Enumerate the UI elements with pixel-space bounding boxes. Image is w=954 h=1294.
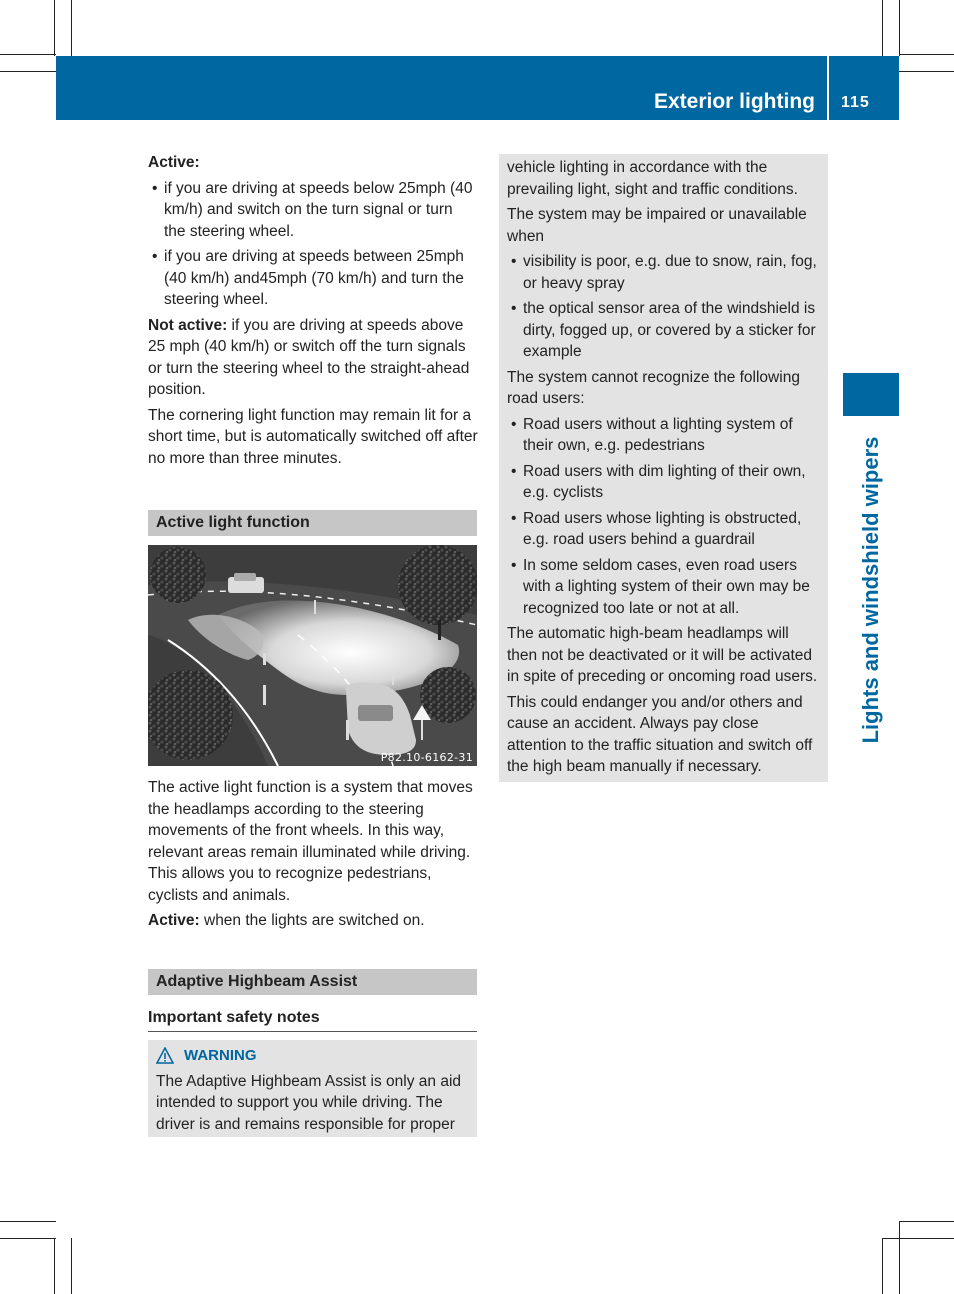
cornering-paragraph: The cornering light function may remain lit for a short time, but is automatically switched off after no more than three minutes. [148,406,478,467]
impaired-intro: The system may be impaired or unavailable when [507,206,807,245]
list-item: • Road users with dim lighting of their own, e.g. cyclists [507,461,820,504]
active-label: Active: [148,912,200,929]
active-light-paragraph: The active light function is a system that moves the headlamps according to the steering movements of the front wheels. In this way, relevant areas remain illuminated while driving. This allows you to recognize pedestrians, cyclists and animals. [148,779,473,904]
not-active-label: Not active: [148,316,228,334]
cannot-recognize-intro: The system cannot recognize the following road users: [507,368,800,407]
active-light-illustration [148,545,477,766]
page-header [56,56,899,120]
warning-label: WARNING [184,1047,257,1064]
list-item: • Road users without a lighting system of their own, e.g. pedestrians [507,414,820,457]
impaired-conditions-list [507,251,820,363]
warning-continuation: vehicle lighting in accordance with the prevailing light, sight and traffic conditions. [507,159,798,198]
list-item: • In some seldom cases, even road users with a lighting system of their own may be recognized too late or not at all. [507,555,820,620]
active-light-active-text: when the lights are switched on. [199,912,425,929]
chapter-section-title: Exterior lighting [653,90,815,113]
active-light-active-paragraph [148,910,478,932]
list-item: • if you are driving at speeds below 25mph (40 km/h) and switch on the turn signal or turn the steering wheel. [148,178,478,243]
chapter-tab [843,373,899,416]
warning-box [148,1040,477,1137]
list-item: • if you are driving at speeds between 25mph (40 km/h) and45mph (70 km/h) and turn the steering wheel. [148,246,478,311]
active-label: Active: [148,154,200,171]
list-item: • Road users whose lighting is obstructed, e.g. road users behind a guardrail [507,508,820,551]
figure-reference-code: P82.10-6162-31 [380,751,473,764]
warning-header [156,1045,469,1067]
active-light-description [148,777,478,936]
road-scene-illustration [148,545,477,766]
list-item: • visibility is poor, e.g. due to snow, rain, fog, or heavy spray [507,251,820,294]
section-heading-adaptive-highbeam: Adaptive Highbeam Assist [148,969,477,995]
chapter-side-label-text: Lights and windshield wipers [858,436,883,744]
not-active-paragraph [148,315,478,401]
left-column-top [148,152,478,473]
page-number: 115 [841,94,870,111]
list-item: • the optical sensor area of the windshield is dirty, fogged up, or covered by a sticker for example [507,298,820,363]
section-heading-active-light: Active light function [148,510,477,536]
subheading-safety-notes: Important safety notes [148,1008,477,1032]
consequence-paragraph: The automatic high-beam headlamps will then not be deactivated or it will be activated in spite of preceding or oncoming road users. [507,625,818,685]
not-active-text: if you are driving at speeds above 25 mph (40 km/h) or switch off the turn signals or turn the steering wheel to the straight-ahead position. [148,316,470,398]
road-users-list [507,414,820,620]
warning-text: The Adaptive Highbeam Assist is only an aid intended to support you while driving. The driver is and remains responsible for proper [156,1072,462,1133]
warning-box-continued [499,154,828,782]
active-conditions-list [148,178,478,311]
danger-paragraph: This could endanger you and/or others and cause an accident. Always pay close attention to the traffic situation and switch off the high beam manually if necessary. [507,693,813,775]
warning-triangle-icon [156,1047,174,1064]
chapter-side-label [843,422,899,758]
header-divider [827,56,829,120]
